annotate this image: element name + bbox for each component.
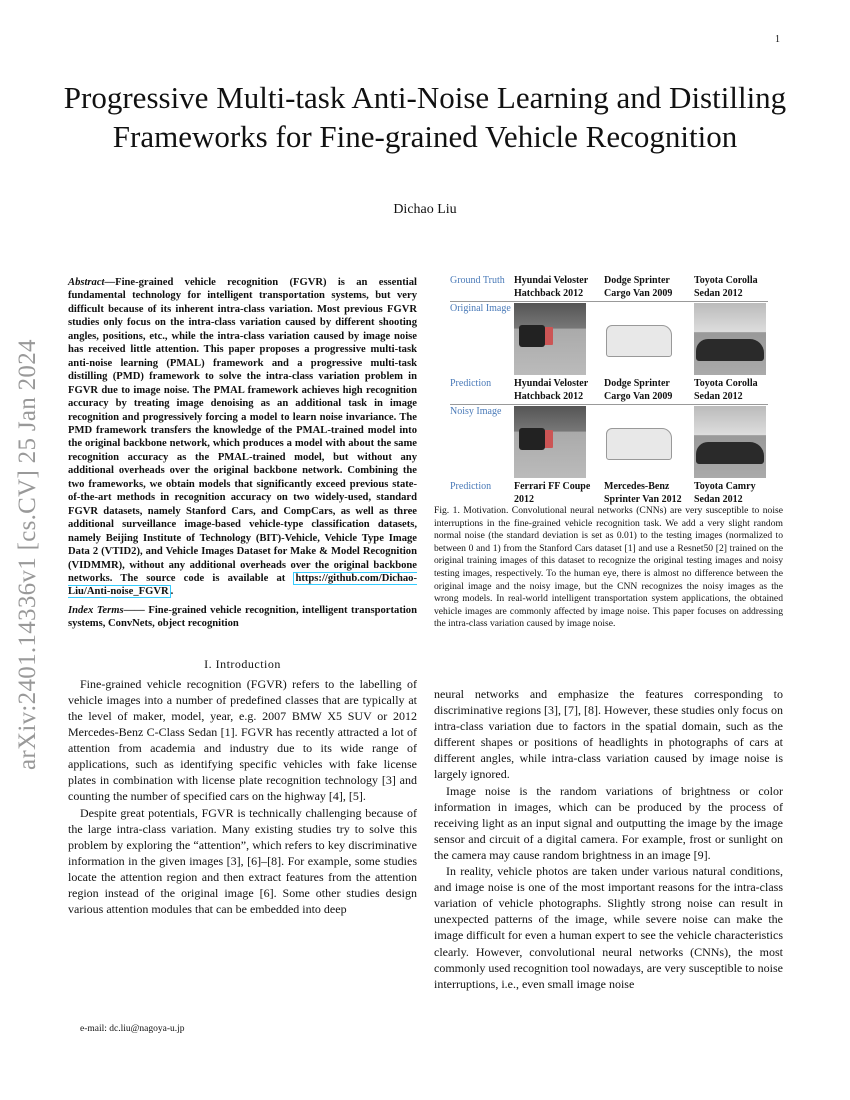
label: Dodge Sprinter Cargo Van 2009 [604,275,673,299]
label: Hyundai Veloster Hatchback 2012 [514,275,588,299]
paragraph: In reality, vehicle photos are taken under various natural conditions, and image noise is one of the most important reasons for the intra-class variation of vehicle photographs. Slightly strong noise can result in unexpected patterns of the image, while severe noise can make the image difficult for even a human expert to see the vehicle characteristics clearly. However, convolutional neural networks (CNNs), the most commonly used recognition tool nowadays, are very susceptible to noise interruptions, i.e., even small image noise [434,864,783,991]
abstract [68,276,417,599]
row-label: Noisy Image [450,406,502,417]
index-terms-text: —— Fine-grained vehicle recognition, intelligent transportation systems, ConvNets, object recognition [68,604,417,630]
abstract-text: —Fine-grained vehicle recognition (FGVR) is an essential fundamental technology for intelligent transportation systems, but very difficult because of its inherent intra-class variation. Most previous FGVR studies only focus on the intra-class variation caused by different shooting angles, positions, etc., while the intra-class variation caused by image noise has received little attention. This paper proposes a progressive multi-task anti-noise learning (PMAL) framework and a progressive multi-task distilling (PMD) framework to solve the intra-class variation problem in FGVR due to image noise. The PMAL framework achieves high recognition accuracy by treating image denoising as an additional task in image recognition and progressively forcing a model to learn noise invariance. The PMD framework transfers the knowledge of the PMAL-trained model into the original backbone network, which produces a model with about the same recognition accuracy as the PMAL-trained model, but without any additional overheads over the original backbone network. Combining the two frameworks, we obtain models that significantly exceed previous state-of-the-art methods in recognition accuracy on two widely-used, standard FGVR datasets, namely Stanford Cars, and CompCars, as well as three additional surveillance image-based vehicle-type classification datasets, namely Beijing Institute of Technology (BIT)-Vehicle, Vehicle Type Image Data 2 (VTID2), and Vehicle Images Dataset for Make & Model Recognition (VIDMMR), without any additional overheads over the original backbone networks. The source code is available at [68,277,417,584]
label: Toyota Corolla Sedan 2012 [694,378,758,402]
label: Ferrari FF Coupe 2012 [514,481,591,505]
hyundai-image [514,303,586,375]
label: Toyota Camry Sedan 2012 [694,481,756,505]
row-label: Original Image [450,303,511,314]
van-image [604,303,676,375]
toyota-noisy-image [694,406,766,478]
right-column [434,686,783,992]
figure-1 [450,275,768,506]
row-label: Ground Truth [450,275,505,286]
left-column [68,276,417,917]
label: Dodge Sprinter Cargo Van 2009 [604,378,673,402]
paragraph: neural networks and emphasize the features corresponding to discriminative regions [3], [7], [8]. However, these studies only focus on intra-class variation due to factors in the spatial domain, such as the different shapes or positions of headlights in photographs of cars at different angles, while intra-class variation caused by image noise is largely ignored. [434,687,783,782]
index-terms [68,604,417,631]
page-number: 1 [775,34,780,45]
van-noisy-image [604,406,676,478]
hyundai-noisy-image [514,406,586,478]
label: Hyundai Veloster Hatchback 2012 [514,378,588,402]
figure-caption: Fig. 1. Motivation. Convolutional neural networks (CNNs) are very susceptible to noise interruptions in the fine-grained vehicle recognition task. We add a very slight random normal noise (the standard deviation is set as 0.01) to the testing images (normalized to between 0 and 1) from the Stanford Cars dataset [1] and use a Resnet50 [2] trained on the original training images of this dataset to recognize the original testing images and noisy testing images, respectively. To the human eye, there is almost no difference between the original image and the noisy image, but the CNN recognizes the noisy images as the wrong models. In real-world intelligent transportation system applications, the obtained vehicle images are commonly affected by image noise. This paper focuses on addressing the intra-class variation caused by image noise. [434,505,783,630]
footnote: e-mail: dc.liu@nagoya-u.jp [80,1024,185,1034]
row-label: Prediction [450,481,492,492]
source-code-link[interactable]: https://github.com/Dichao-Liu/Anti-noise_FGVR [68,572,417,598]
row-label: Prediction [450,378,492,389]
section-heading: I. Introduction [204,656,281,671]
paragraph: Image noise is the random variations of brightness or color information in images, which can be produced by the process of receiving light as an input signal and outputting the image by the image sensor and circuit of a digital camera. For example, frost or sunlight on the camera may cause random brightness in an image [9]. [434,783,783,862]
label: Mercedes-Benz Sprinter Van 2012 [604,481,682,505]
abstract-label: Abstract [68,277,105,288]
index-terms-label: Index Terms [68,604,124,616]
paragraph: Despite great potentials, FGVR is technically challenging because of the large intra-class variation. Many existing studies try to solve this problem by exploring the “attention”, which refers to key discriminative information in the given images [3], [6]–[8]. For example, some studies locate the attention region and then extract features from the attention region instead of the original image [6]. Some other studies design various attention modules that can be embedded into deep [68,805,417,917]
arxiv-stamp: arXiv:2401.14336v1 [cs.CV] 25 Jan 2024 [14,339,41,770]
abstract-end: . [170,586,174,598]
toyota-image [694,303,766,375]
label: Toyota Corolla Sedan 2012 [694,275,758,299]
author: Dichao Liu [393,202,457,217]
paper-title: Progressive Multi-task Anti-Noise Learning and Distilling Frameworks for Fine-grained Vehicle Recognition [63,80,787,154]
paragraph: Fine-grained vehicle recognition (FGVR) refers to the labelling of vehicle images into a number of predefined classes that are typically at the level of maker, model, year, e.g. 2007 BMW X5 SUV or 2012 Mercedes-Benz C-Class Sedan [1]. FGVR has recently attracted a lot of attention from academia and industry due to its wide range of applications, such as identifying specific vehicles with fake license plates in combination with license plate recognition technology [3] and counting the number of specified cars on the highway [4], [5]. [68,676,417,804]
